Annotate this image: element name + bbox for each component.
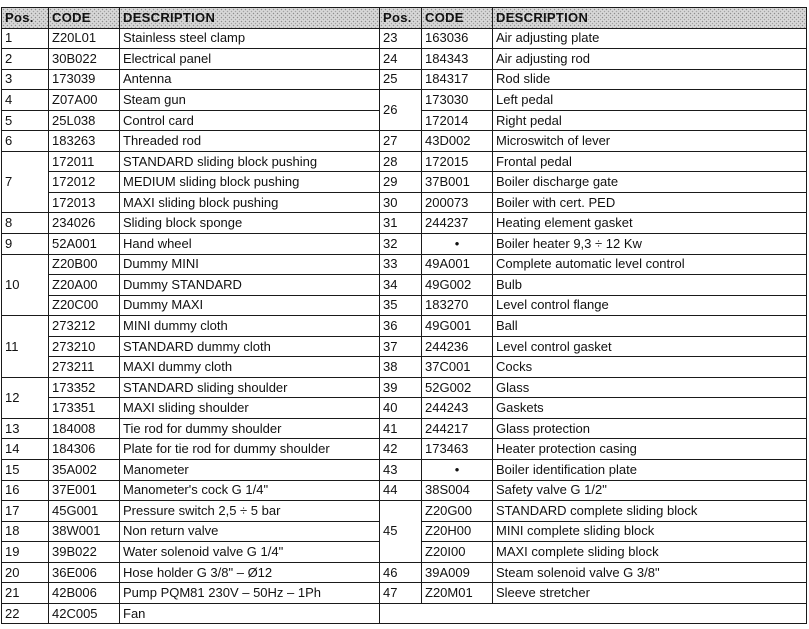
part-code: 49A001: [422, 254, 493, 275]
part-code: 244237: [422, 213, 493, 234]
part-code: 184343: [422, 49, 493, 70]
part-code: Z20H00: [422, 521, 493, 542]
part-pos: 40: [380, 398, 422, 419]
part-row: [380, 377, 807, 398]
part-code: 234026: [49, 213, 120, 234]
part-description: Boiler heater 9,3 ÷ 12 Kw: [493, 234, 807, 255]
part-row: [2, 28, 380, 49]
part-row: [380, 172, 807, 193]
part-pos: 32: [380, 234, 422, 255]
part-code: 172011: [49, 151, 120, 172]
part-description: Air adjusting plate: [493, 28, 807, 49]
part-description: MAXI sliding shoulder: [120, 398, 380, 419]
parts-table-left-body: [2, 28, 380, 624]
part-code: 184306: [49, 439, 120, 460]
part-code: 273210: [49, 336, 120, 357]
part-description: STANDARD dummy cloth: [120, 336, 380, 357]
header-code: CODE: [422, 8, 493, 29]
part-description: Hose holder G 3/8" – Ø12: [120, 562, 380, 583]
part-row: [2, 460, 380, 481]
part-description: Tie rod for dummy shoulder: [120, 418, 380, 439]
part-description: Heater protection casing: [493, 439, 807, 460]
part-code: 244243: [422, 398, 493, 419]
part-description: Pressure switch 2,5 ÷ 5 bar: [120, 501, 380, 522]
part-pos: 33: [380, 254, 422, 275]
part-description: Dummy STANDARD: [120, 275, 380, 296]
part-description: Sliding block sponge: [120, 213, 380, 234]
part-description: MINI complete sliding block: [493, 521, 807, 542]
part-pos: 8: [2, 213, 49, 234]
part-code: 52A001: [49, 234, 120, 255]
part-pos: 44: [380, 480, 422, 501]
part-row: [380, 131, 807, 152]
part-code: 244217: [422, 418, 493, 439]
part-row: [2, 501, 380, 522]
part-pos: 30: [380, 192, 422, 213]
part-pos: 16: [2, 480, 49, 501]
part-description: Boiler with cert. PED: [493, 192, 807, 213]
part-row: [2, 213, 380, 234]
part-row: [2, 603, 380, 624]
part-pos: 34: [380, 275, 422, 296]
part-code: 35A002: [49, 460, 120, 481]
part-description: Water solenoid valve G 1/4": [120, 542, 380, 563]
part-code: 173030: [422, 90, 493, 111]
part-description: Boiler discharge gate: [493, 172, 807, 193]
part-pos: 26: [380, 90, 422, 131]
part-row: [2, 90, 380, 111]
part-code: Z20B00: [49, 254, 120, 275]
part-row: [2, 336, 380, 357]
part-code: 172012: [49, 172, 120, 193]
part-row: [2, 542, 380, 563]
part-pos: 31: [380, 213, 422, 234]
part-description: Gaskets: [493, 398, 807, 419]
part-pos: 41: [380, 418, 422, 439]
part-code: 38W001: [49, 521, 120, 542]
parts-table-right-body: [380, 28, 807, 624]
part-description: Antenna: [120, 69, 380, 90]
part-pos: 11: [2, 316, 49, 378]
part-row: [380, 192, 807, 213]
empty-cell: [380, 603, 807, 624]
part-description: Glass protection: [493, 418, 807, 439]
part-row: [380, 213, 807, 234]
part-row: [380, 480, 807, 501]
part-row: [2, 583, 380, 604]
part-row: [2, 49, 380, 70]
part-description: Manometer: [120, 460, 380, 481]
part-pos: 37: [380, 336, 422, 357]
part-pos: 7: [2, 151, 49, 213]
part-description: MEDIUM sliding block pushing: [120, 172, 380, 193]
part-row: [380, 90, 807, 111]
part-description: Non return valve: [120, 521, 380, 542]
part-pos: 14: [2, 439, 49, 460]
part-row: [380, 439, 807, 460]
part-row: [2, 357, 380, 378]
part-code: 36E006: [49, 562, 120, 583]
part-code: 25L038: [49, 110, 120, 131]
part-row: [2, 151, 380, 172]
part-pos: 5: [2, 110, 49, 131]
part-description: Dummy MINI: [120, 254, 380, 275]
part-row: [380, 398, 807, 419]
part-row: [2, 398, 380, 419]
part-code: 49G002: [422, 275, 493, 296]
part-pos: 15: [2, 460, 49, 481]
part-pos: 46: [380, 562, 422, 583]
part-description: Manometer's cock G 1/4": [120, 480, 380, 501]
header-pos: Pos.: [2, 8, 49, 29]
part-code: Z20I00: [422, 542, 493, 563]
part-code: 173351: [49, 398, 120, 419]
empty-row: [380, 603, 807, 624]
header-pos: Pos.: [380, 8, 422, 29]
header-description: DESCRIPTION: [120, 8, 380, 29]
part-pos: 17: [2, 501, 49, 522]
part-description: Stainless steel clamp: [120, 28, 380, 49]
part-row: [380, 501, 807, 522]
header-description: DESCRIPTION: [493, 8, 807, 29]
part-description: MINI dummy cloth: [120, 316, 380, 337]
part-row: [2, 480, 380, 501]
part-pos: 27: [380, 131, 422, 152]
part-pos: 42: [380, 439, 422, 460]
part-description: Level control flange: [493, 295, 807, 316]
part-row: [380, 275, 807, 296]
part-code: 42C005: [49, 603, 120, 624]
part-pos: 12: [2, 377, 49, 418]
part-pos: 38: [380, 357, 422, 378]
part-row: [2, 295, 380, 316]
part-code: 37E001: [49, 480, 120, 501]
part-row: [380, 295, 807, 316]
part-row: [2, 192, 380, 213]
part-row: [380, 521, 807, 542]
part-row: [380, 542, 807, 563]
part-code: 43D002: [422, 131, 493, 152]
part-description: Hand wheel: [120, 234, 380, 255]
part-code: 184317: [422, 69, 493, 90]
part-row: [2, 418, 380, 439]
part-code: 39B022: [49, 542, 120, 563]
part-description: Boiler identification plate: [493, 460, 807, 481]
part-pos: 39: [380, 377, 422, 398]
part-code: 37C001: [422, 357, 493, 378]
part-code: Z20L01: [49, 28, 120, 49]
part-description: Fan: [120, 603, 380, 624]
part-row: [2, 439, 380, 460]
part-pos: 21: [2, 583, 49, 604]
part-code: 37B001: [422, 172, 493, 193]
part-description: Complete automatic level control: [493, 254, 807, 275]
part-pos: 2: [2, 49, 49, 70]
part-pos: 43: [380, 460, 422, 481]
part-row: [380, 254, 807, 275]
part-description: Ball: [493, 316, 807, 337]
part-row: [380, 234, 807, 255]
part-pos: 18: [2, 521, 49, 542]
part-pos: 6: [2, 131, 49, 152]
part-pos: 10: [2, 254, 49, 316]
part-description: Safety valve G 1/2": [493, 480, 807, 501]
part-description: STANDARD sliding block pushing: [120, 151, 380, 172]
parts-table-left: [1, 7, 380, 624]
part-description: MAXI complete sliding block: [493, 542, 807, 563]
part-row: [2, 110, 380, 131]
part-code: 45G001: [49, 501, 120, 522]
part-description: MAXI sliding block pushing: [120, 192, 380, 213]
part-pos: 22: [2, 603, 49, 624]
part-pos: 13: [2, 418, 49, 439]
part-code: 273211: [49, 357, 120, 378]
part-row: [380, 28, 807, 49]
part-pos: 36: [380, 316, 422, 337]
part-description: Glass: [493, 377, 807, 398]
part-code: 172015: [422, 151, 493, 172]
part-description: Bulb: [493, 275, 807, 296]
part-row: [2, 254, 380, 275]
part-description: Cocks: [493, 357, 807, 378]
part-description: Pump PQM81 230V – 50Hz – 1Ph: [120, 583, 380, 604]
part-pos: 23: [380, 28, 422, 49]
part-row: [380, 357, 807, 378]
part-description: STANDARD complete sliding block: [493, 501, 807, 522]
part-pos: 9: [2, 234, 49, 255]
part-code: 163036: [422, 28, 493, 49]
part-pos: 3: [2, 69, 49, 90]
part-description: Steam solenoid valve G 3/8": [493, 562, 807, 583]
part-description: Left pedal: [493, 90, 807, 111]
part-row: [380, 110, 807, 131]
part-code: 172014: [422, 110, 493, 131]
part-code: 30B022: [49, 49, 120, 70]
part-row: [2, 562, 380, 583]
part-pos: 4: [2, 90, 49, 111]
part-description: Electrical panel: [120, 49, 380, 70]
part-code: •: [422, 460, 493, 481]
part-code: 52G002: [422, 377, 493, 398]
parts-table-right: [379, 7, 807, 624]
part-row: [380, 316, 807, 337]
part-row: [2, 316, 380, 337]
part-pos: 19: [2, 542, 49, 563]
part-pos: 28: [380, 151, 422, 172]
part-pos: 25: [380, 69, 422, 90]
part-code: Z07A00: [49, 90, 120, 111]
part-description: Threaded rod: [120, 131, 380, 152]
part-description: Steam gun: [120, 90, 380, 111]
part-code: 244236: [422, 336, 493, 357]
header-row: [2, 8, 380, 29]
part-row: [2, 172, 380, 193]
part-row: [2, 521, 380, 542]
part-code: 200073: [422, 192, 493, 213]
part-description: Control card: [120, 110, 380, 131]
part-row: [2, 275, 380, 296]
part-code: 39A009: [422, 562, 493, 583]
part-code: 184008: [49, 418, 120, 439]
part-row: [380, 583, 807, 604]
part-description: Rod slide: [493, 69, 807, 90]
part-pos: 24: [380, 49, 422, 70]
header-code: CODE: [49, 8, 120, 29]
part-pos: 47: [380, 583, 422, 604]
part-row: [380, 418, 807, 439]
part-code: Z20G00: [422, 501, 493, 522]
part-description: Frontal pedal: [493, 151, 807, 172]
part-description: Microswitch of lever: [493, 131, 807, 152]
header-row: [380, 8, 807, 29]
part-description: STANDARD sliding shoulder: [120, 377, 380, 398]
part-code: Z20M01: [422, 583, 493, 604]
part-row: [380, 562, 807, 583]
part-code: Z20C00: [49, 295, 120, 316]
part-code: Z20A00: [49, 275, 120, 296]
part-description: Plate for tie rod for dummy shoulder: [120, 439, 380, 460]
part-pos: 29: [380, 172, 422, 193]
part-code: 183263: [49, 131, 120, 152]
part-description: MAXI dummy cloth: [120, 357, 380, 378]
part-code: •: [422, 234, 493, 255]
part-row: [380, 151, 807, 172]
part-code: 49G001: [422, 316, 493, 337]
part-code: 172013: [49, 192, 120, 213]
part-pos: 1: [2, 28, 49, 49]
part-code: 42B006: [49, 583, 120, 604]
part-row: [380, 69, 807, 90]
part-row: [380, 49, 807, 70]
part-description: Level control gasket: [493, 336, 807, 357]
part-pos: 20: [2, 562, 49, 583]
part-row: [2, 377, 380, 398]
part-row: [2, 131, 380, 152]
part-code: 183270: [422, 295, 493, 316]
part-code: 38S004: [422, 480, 493, 501]
part-description: Dummy MAXI: [120, 295, 380, 316]
part-description: Air adjusting rod: [493, 49, 807, 70]
part-row: [2, 234, 380, 255]
part-description: Sleeve stretcher: [493, 583, 807, 604]
part-row: [380, 460, 807, 481]
part-row: [380, 336, 807, 357]
part-pos: 35: [380, 295, 422, 316]
part-code: 173463: [422, 439, 493, 460]
part-code: 173352: [49, 377, 120, 398]
part-code: 273212: [49, 316, 120, 337]
part-description: Right pedal: [493, 110, 807, 131]
part-pos: 45: [380, 501, 422, 563]
part-row: [2, 69, 380, 90]
part-code: 173039: [49, 69, 120, 90]
part-description: Heating element gasket: [493, 213, 807, 234]
